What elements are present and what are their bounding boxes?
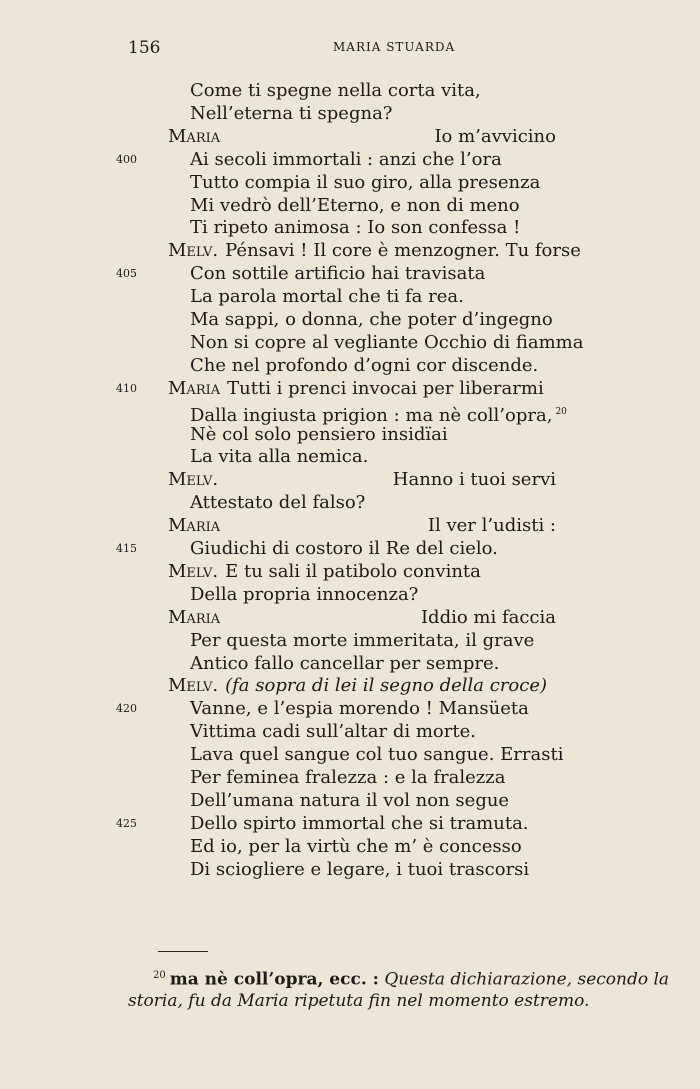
verse-line: Ai secoli immortali : anzi che l’ora bbox=[190, 148, 502, 170]
verse-line: Vittima cadi sull’altar di morte. bbox=[190, 721, 476, 743]
running-title: MARIA STUARDA bbox=[333, 40, 456, 54]
verse-line: (fa sopra di lei il segno della croce) bbox=[225, 675, 548, 697]
footnote-text-1: Questa dichiarazione, secondo la bbox=[384, 969, 670, 990]
line-number: 415 bbox=[116, 542, 137, 555]
verse-line: Tutti i prenci invocai per liberarmi bbox=[227, 377, 544, 399]
verse-line: Dello spirto immortal che si tramuta. bbox=[190, 812, 529, 834]
line-number: 410 bbox=[116, 381, 137, 395]
line-number: 425 bbox=[116, 816, 137, 830]
line-number: 400 bbox=[116, 152, 137, 166]
verse-line: La parola mortal che ti fa rea. bbox=[190, 286, 464, 308]
verse-line: La vita alla nemica. bbox=[190, 446, 369, 468]
verse-line: Io m’avvicino bbox=[434, 125, 556, 147]
verse-line: Nè col solo pensiero insidïai bbox=[190, 423, 448, 445]
page-number: 156 bbox=[128, 38, 161, 58]
speaker-label: Maria bbox=[168, 125, 221, 147]
verse-line: Con sottile artificio hai travisata bbox=[190, 263, 486, 285]
footnote-divider bbox=[158, 951, 208, 952]
footnote-line-1 bbox=[153, 965, 669, 991]
verse-line: Ti ripeto animosa : Io son confessa ! bbox=[190, 217, 521, 239]
verse-line: Per feminea fralezza : e la fralezza bbox=[190, 767, 506, 788]
verse-line: Ma sappi, o donna, che poter d’ingegno bbox=[190, 309, 553, 330]
footnote-line-2: storia, fu da Maria ripetuta fin nel momento estremo. bbox=[128, 991, 590, 1011]
verse-line: Pénsavi ! Il core è menzogner. Tu forse bbox=[225, 240, 581, 262]
speaker-label: Melv. bbox=[168, 240, 219, 262]
verse-line: Mi vedrò dell’Eterno, e non di meno bbox=[190, 194, 520, 216]
line-number: 420 bbox=[116, 702, 137, 716]
verse-line: Lava quel sangue col tuo sangue. Errasti bbox=[190, 744, 564, 766]
verse-line: Hanno i tuoi servi bbox=[392, 469, 556, 491]
verse-line: E tu sali il patibolo convinta bbox=[225, 560, 481, 582]
verse-line: Giudichi di costoro il Re del cielo. bbox=[190, 538, 498, 559]
line-number: 405 bbox=[116, 267, 137, 281]
footnote-reference: 20 bbox=[555, 406, 567, 417]
footnote-number: 20 bbox=[153, 970, 166, 981]
verse-line: Dalla ingiusta prigion : ma nè coll’opra, $^{20}$ bbox=[190, 404, 567, 426]
verse-line: Attestato del falso? bbox=[190, 492, 366, 514]
speaker-label: Maria bbox=[168, 515, 221, 537]
speaker-label: Melv. bbox=[168, 469, 219, 491]
footnote-lemma: ma nè coll’opra, ecc. : bbox=[169, 969, 379, 990]
speaker-label: Melv. bbox=[168, 560, 219, 582]
verse-line: Per questa morte immeritata, il grave bbox=[190, 629, 535, 651]
speaker-label: Maria bbox=[168, 377, 221, 399]
verse-line: Il ver l’udisti : bbox=[427, 515, 556, 537]
verse-line: Antico fallo cancellar per sempre. bbox=[190, 652, 500, 674]
verse-line: Iddio mi faccia bbox=[420, 606, 556, 628]
verse-line: Nell’eterna ti spegna? bbox=[190, 102, 393, 124]
verse-line: Come ti spegne nella corta vita, bbox=[190, 80, 481, 101]
verse-line: Vanne, e l’espia morendo ! Mansüeta bbox=[190, 698, 529, 720]
verse-line: Della propria innocenza? bbox=[190, 583, 419, 605]
verse-line: Ed io, per la virtù che m’ è concesso bbox=[190, 835, 522, 857]
speaker-label: Maria bbox=[168, 606, 221, 628]
verse-line: Di sciogliere e legare, i tuoi trascorsi bbox=[190, 858, 530, 880]
verse-line: Che nel profondo d’ogni cor discende. bbox=[190, 354, 539, 376]
speaker-label: Melv. bbox=[168, 675, 219, 697]
verse-line: Non si copre al vegliante Occhio di fiamma bbox=[190, 331, 584, 353]
verse-line: Tutto compia il suo giro, alla presenza bbox=[190, 171, 541, 193]
verse-line: Dell’umana natura il vol non segue bbox=[190, 789, 510, 811]
